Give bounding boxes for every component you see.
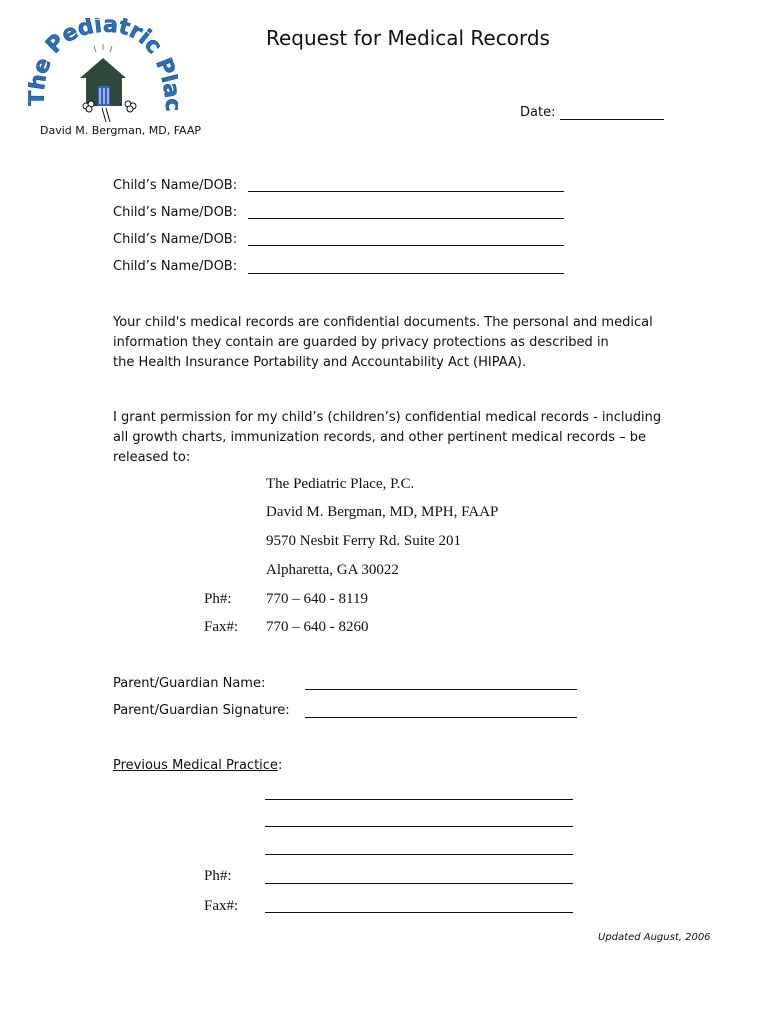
flower-right-icon: [125, 101, 136, 112]
recipient-phone-label: Ph#:: [204, 591, 232, 607]
practice-logo: [28, 18, 178, 122]
recipient-name: The Pediatric Place, P.C.: [266, 476, 415, 492]
parent-signature-label: Parent/Guardian Signature:: [113, 703, 290, 718]
child-label-1: Child’s Name/DOB:: [113, 178, 238, 193]
parent-name-label: Parent/Guardian Name:: [113, 676, 266, 691]
child-label-2: Child’s Name/DOB:: [113, 205, 238, 220]
previous-practice-line-2[interactable]: [265, 826, 573, 827]
recipient-phone: 770 – 640 - 8119: [266, 591, 368, 607]
paragraph-line: information they contain are guarded by privacy protections as described in: [113, 335, 609, 350]
confidentiality-paragraph: [113, 313, 713, 373]
recipient-doctor: David M. Bergman, MD, MPH, FAAP: [266, 504, 499, 520]
recipient-fax-label: Fax#:: [204, 619, 239, 635]
child-label-4: Child’s Name/DOB:: [113, 259, 238, 274]
child-label-3: Child’s Name/DOB:: [113, 232, 238, 247]
house-icon: [80, 58, 126, 122]
previous-fax-label: Fax#:: [204, 898, 239, 914]
paragraph-line: released to:: [113, 450, 191, 465]
previous-practice-colon: :: [277, 758, 283, 773]
child-field-1[interactable]: [248, 191, 564, 192]
child-field-4[interactable]: [248, 273, 564, 274]
parent-name-field[interactable]: [305, 689, 577, 690]
previous-practice-heading: [113, 758, 282, 773]
page-title: Request for Medical Records: [266, 26, 550, 50]
paragraph-line: all growth charts, immunization records, and other pertinent medical records – be: [113, 430, 646, 445]
doctor-name: David M. Bergman, MD, FAAP: [40, 124, 202, 137]
previous-practice-label: Previous Medical Practice: [113, 758, 278, 773]
sun-rays-icon: [94, 44, 112, 52]
paragraph-line: the Health Insurance Portability and Accountability Act (HIPAA).: [113, 355, 527, 370]
date-label: Date:: [520, 105, 556, 120]
previous-practice-line-1[interactable]: [265, 799, 573, 800]
child-field-3[interactable]: [248, 245, 564, 246]
child-field-2[interactable]: [248, 218, 564, 219]
date-field[interactable]: [560, 119, 664, 120]
logo-graphic: [28, 18, 178, 122]
previous-practice-line-3[interactable]: [265, 854, 573, 855]
parent-signature-field[interactable]: [305, 717, 577, 718]
recipient-city: Alpharetta, GA 30022: [266, 562, 399, 578]
paragraph-line: Your child's medical records are confidential documents. The personal and medical: [113, 315, 653, 330]
permission-paragraph: [113, 408, 713, 468]
previous-phone-field[interactable]: [265, 883, 573, 884]
flower-left-icon: [83, 101, 94, 112]
logo-arc-text: e Pediatric P: [28, 18, 178, 79]
recipient-fax: 770 – 640 - 8260: [266, 619, 369, 635]
updated-note: Updated August, 2006: [598, 932, 711, 943]
recipient-street: 9570 Nesbit Ferry Rd. Suite 201: [266, 533, 461, 549]
previous-fax-field[interactable]: [265, 912, 573, 913]
paragraph-line: I grant permission for my child’s (children’s) confidential medical records - including: [113, 410, 662, 425]
previous-phone-label: Ph#:: [204, 868, 232, 884]
